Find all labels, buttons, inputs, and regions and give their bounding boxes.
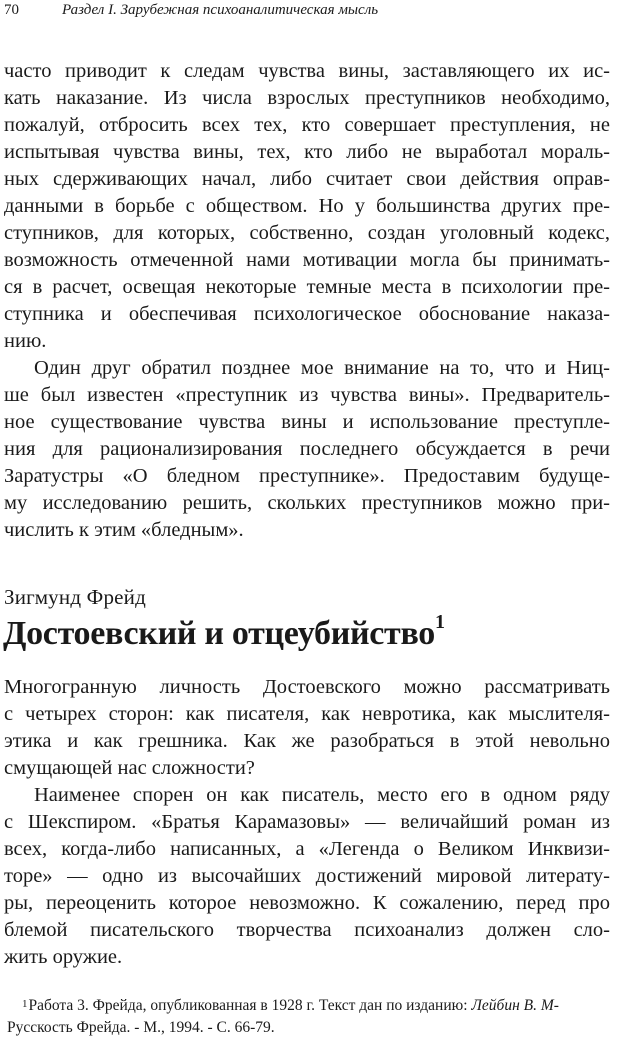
text-line: ся в расчет, освещая некоторые темные места в психологии пре- (4, 276, 610, 298)
text-line: с Шекспиром. «Братья Карамазовы» — величайший роман из (4, 811, 610, 833)
paragraph-nietzsche (4, 355, 610, 544)
article-title-text: Достоевский и отцеубийство (3, 615, 435, 652)
text-line: жить оружие. (4, 946, 123, 968)
page-number: 70 (4, 2, 19, 18)
footnote (7, 995, 616, 1039)
text-line: ступников, для которых, собственно, создан уголовный кодекс, (4, 222, 610, 244)
text-line: ры, переоценить которое невозможно. К сожалению, перед про (4, 892, 610, 914)
article-author: Зигмунд Фрейд (4, 585, 146, 609)
text-line: ше был известен «преступник из чувства вины». Предваритель- (4, 384, 610, 406)
running-title: Раздел I. Зарубежная психоаналитическая мысль (62, 2, 379, 18)
text-line: кать наказание. Из числа взрослых преступников необходимо, (4, 87, 610, 109)
text-line: ное существование чувства вины и использование преступле- (4, 411, 610, 433)
text-line: нию. (4, 330, 47, 352)
footnote-reference: 1 (435, 611, 445, 633)
text-line: числить к этим «бледным». (4, 519, 244, 541)
text-line: торе» — одно из высочайших достижений мировой литерату- (4, 865, 610, 887)
text-line: смущающей нас сложности? (4, 757, 255, 779)
text-line: испытывая чувства вины, тех, кто либо не выработал мораль- (4, 141, 610, 163)
text-line: ных сдерживающих начал, либо считает свои действия оправ- (4, 168, 610, 190)
text-line: блемой писательского творчества психоанализ должен сло- (4, 919, 610, 941)
paragraph-continued (4, 58, 610, 355)
footnote-mark: 1 (22, 998, 28, 1010)
text-line: данными в борьбе с обществом. Но у большинства других пре- (4, 195, 610, 217)
article-title (3, 611, 445, 653)
running-header (4, 2, 616, 24)
paragraph-intro (4, 674, 610, 782)
text-line: Заратустры «О бледном преступнике». Предоставим будуще- (4, 465, 610, 487)
footnote-line: Русскость Фрейда. - М., 1994. - С. 66-79. (7, 1019, 275, 1036)
paragraph-writer (4, 782, 610, 971)
text-line: всех, когда-либо написанных, а «Легенда о Великом Инквизи- (4, 838, 610, 860)
text-line: Один друг обратил позднее мое внимание на то, что и Ниц- (34, 357, 610, 379)
text-line: му исследованию решить, скольких преступников можно при- (4, 492, 610, 514)
text-line: этика и как грешника. Как же разобраться в этой невольно (4, 730, 610, 752)
footnote-line (22, 995, 616, 1017)
text-line: ния для рационализирования последнего обсуждается в речи (4, 438, 610, 460)
text-line: пожалуй, отбросить всех тех, кто совершает преступления, не (4, 114, 610, 136)
text-line: ступника и обеспечивая психологическое обоснование наказа- (4, 303, 610, 325)
footnote-source: Лейбин В. М- (471, 997, 559, 1014)
footnote-text: Работа 3. Фрейда, опубликованная в 1928 г. Текст дан по изданию: (28, 997, 472, 1014)
text-line: Многогранную личность Достоевского можно рассматривать (4, 676, 610, 698)
text-line: с четырех сторон: как писателя, как невротика, как мыслителя- (4, 703, 610, 725)
text-line: Наименее спорен он как писатель, место его в одном ряду (34, 784, 610, 806)
text-line: часто приводит к следам чувства вины, заставляющего их ис- (4, 60, 610, 82)
text-line: возможность отмеченной нами мотивации могла бы принимать- (4, 249, 610, 271)
